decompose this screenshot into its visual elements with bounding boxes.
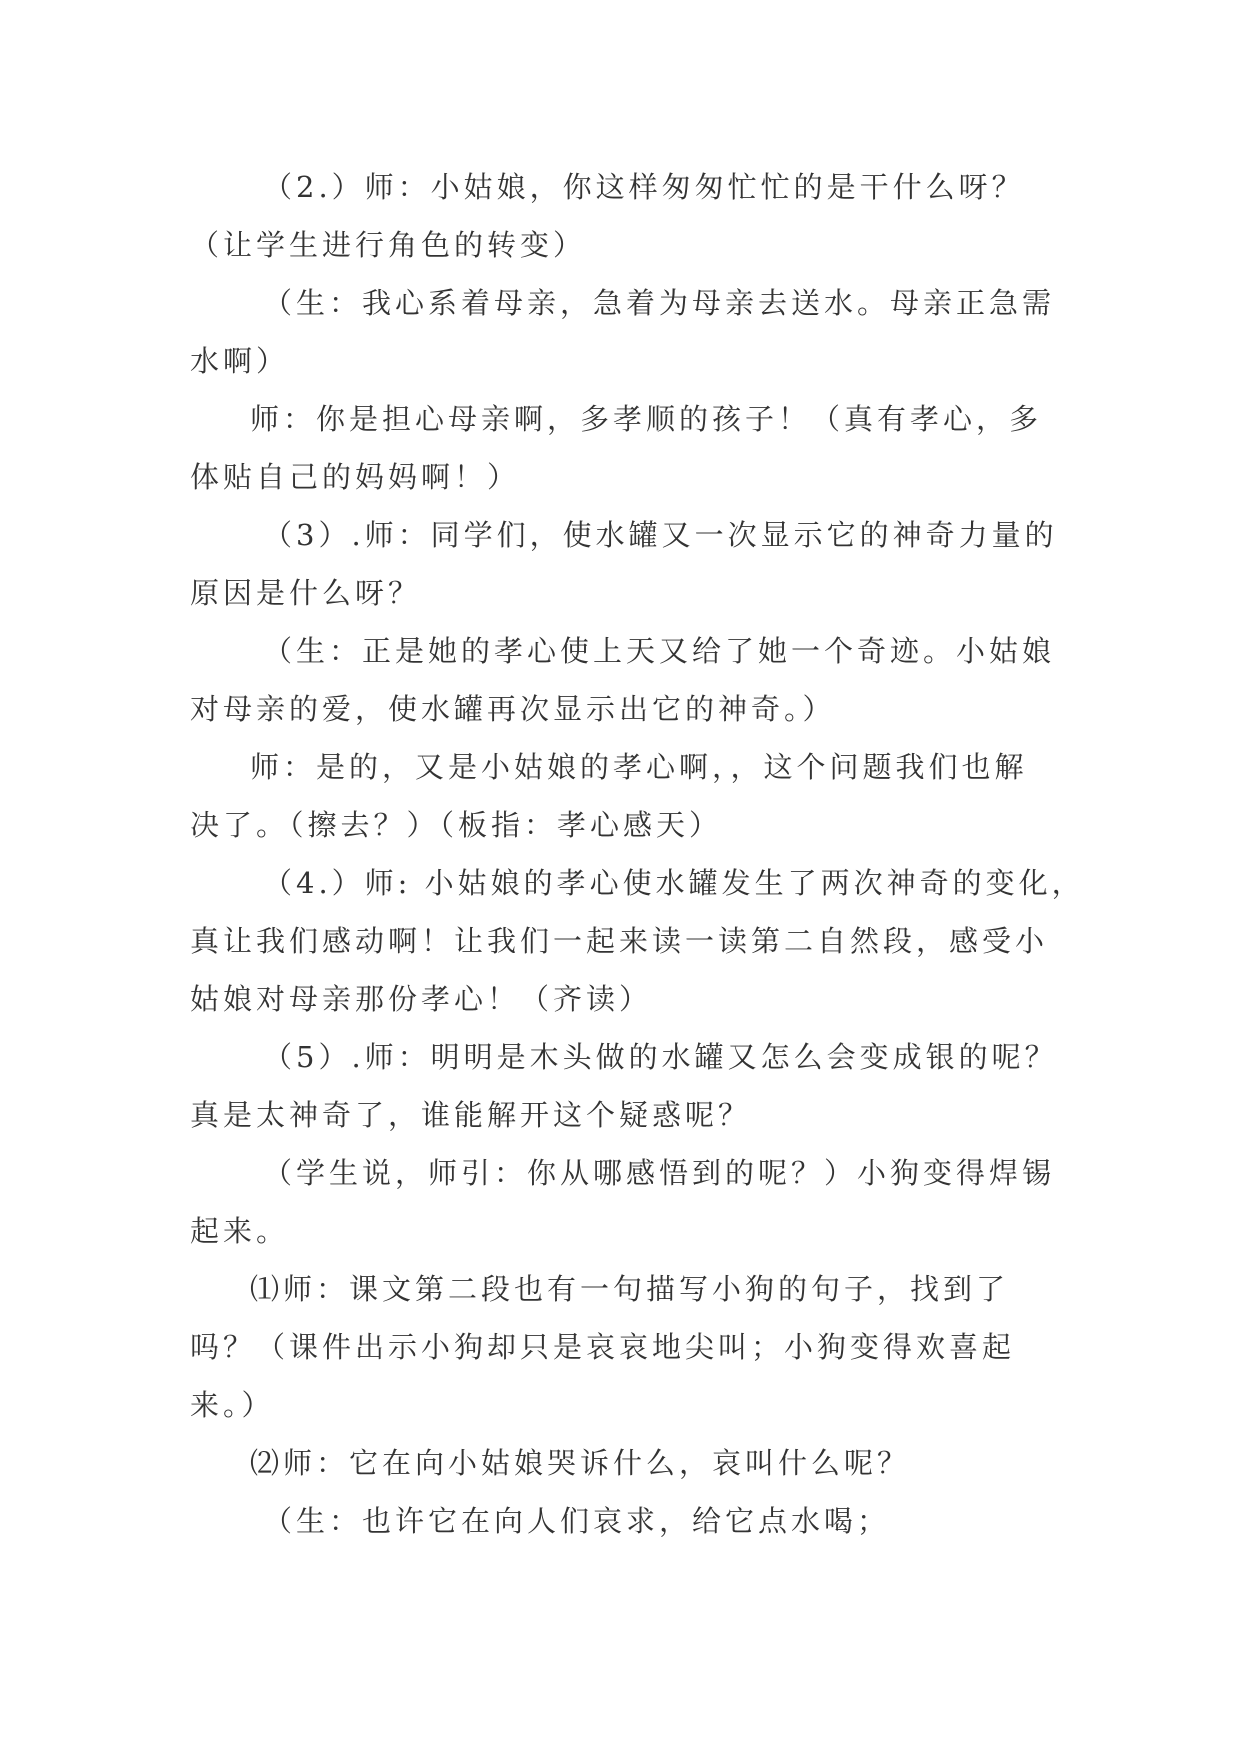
paragraph-9 [190, 1144, 1056, 1260]
paragraph-7 [190, 854, 1085, 1028]
text-line: 姑娘对母亲那份孝心！（齐读） [190, 982, 653, 1016]
text-line: 真让我们感动啊！让我们一起来读一读第二自然段，感受小 [190, 924, 1049, 958]
text-line: （生：正是她的孝心使上天又给了她一个奇迹。小姑娘 [263, 634, 1056, 668]
text-line: （2.）师：小姑娘，你这样匆匆忙忙的是干什么呀？ [263, 170, 1025, 204]
text-line: 对母亲的爱，使水罐再次显示出它的神奇。） [190, 692, 836, 726]
text-line: （生：我心系着母亲，急着为母亲去送水。母亲正急需 [263, 286, 1056, 320]
text-line: 决了。（擦去？）（板指：孝心感天） [190, 808, 723, 842]
text-line: （3）.师：同学们，使水罐又一次显示它的神奇力量的 [263, 518, 1058, 552]
text-line: （4.）师: 小姑娘的孝心使水罐发生了两次神奇的变化， [263, 866, 1085, 900]
paragraph-6 [190, 738, 1050, 854]
text-line: 来。） [190, 1388, 275, 1422]
paragraph-8 [190, 1028, 1058, 1144]
text-line: （5）.师：明明是木头做的水罐又怎么会变成银的呢？ [263, 1040, 1058, 1074]
paragraph-5 [190, 622, 1056, 738]
paragraph-4 [190, 506, 1058, 622]
text-line: （生：也许它在向人们哀求，给它点水喝； [263, 1504, 891, 1538]
paragraph-3 [190, 390, 1050, 506]
paragraph-12 [190, 1492, 1050, 1550]
text-line: 体贴自己的妈妈啊！） [190, 460, 521, 494]
text-line: ⑵师：它在向小姑娘哭诉什么，哀叫什么呢？ [250, 1446, 911, 1480]
text-line: 师：你是担心母亲啊，多孝顺的孩子！（真有孝心，多 [250, 402, 1043, 436]
paragraph-10 [190, 1260, 1050, 1434]
paragraph-1 [190, 158, 1050, 274]
paragraph-2 [190, 274, 1056, 390]
text-line: 师：是的，又是小姑娘的孝心啊，，这个问题我们也解 [250, 750, 1028, 784]
text-line: 真是太神奇了，谁能解开这个疑惑呢？ [190, 1098, 752, 1132]
text-line: 水啊） [190, 344, 290, 378]
text-line: 原因是什么呀？ [190, 576, 422, 610]
text-line: （让学生进行角色的转变） [190, 228, 587, 262]
text-line: ⑴师：课文第二段也有一句描写小狗的句子，找到了 [250, 1272, 1010, 1306]
text-line: （学生说，师引：你从哪感悟到的呢？）小狗变得焊锡 [263, 1156, 1056, 1190]
text-line: 吗？（课件出示小狗却只是哀哀地尖叫；小狗变得欢喜起 [190, 1330, 1016, 1364]
paragraph-11 [190, 1434, 1050, 1492]
document-body [190, 158, 1085, 1550]
text-line: 起来。 [190, 1214, 290, 1248]
